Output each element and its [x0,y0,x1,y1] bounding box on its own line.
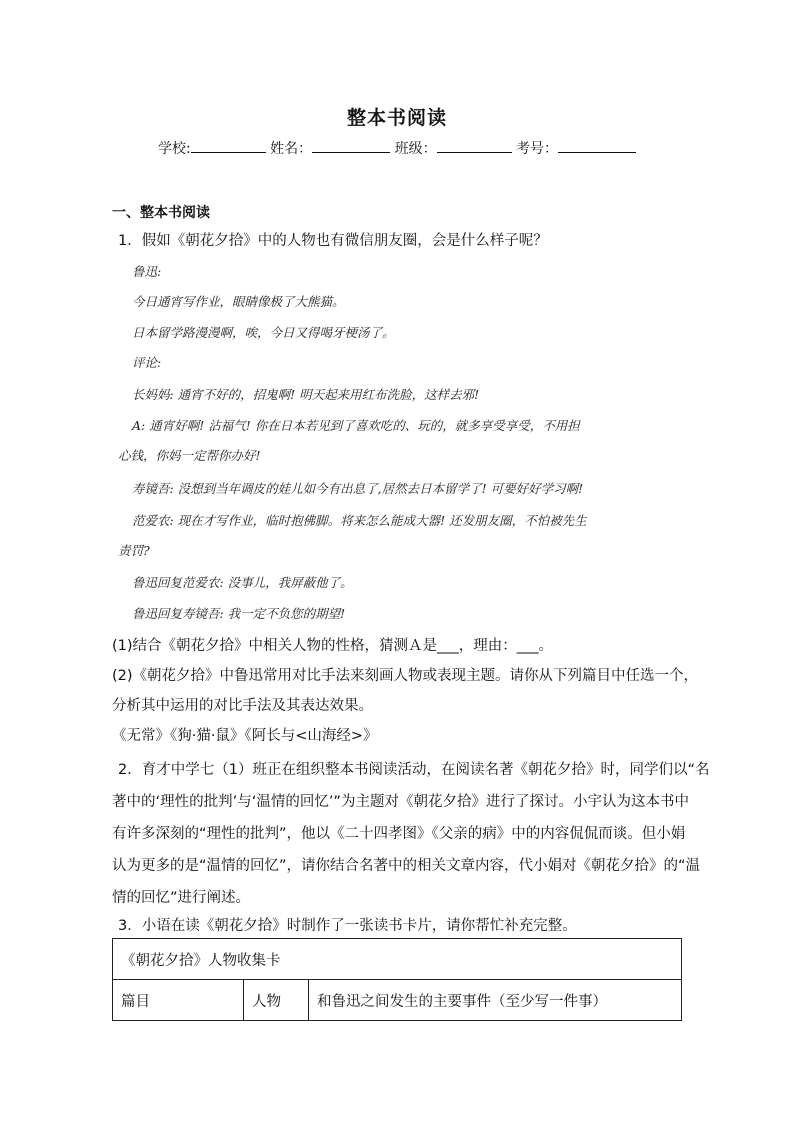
q2-line: 情的回忆”进行阐述。 [112,890,251,906]
card-title-row [113,939,682,980]
page-title: 整本书阅读 [346,107,447,129]
header-events: 和鲁迅之间发生的主要事件（至少写一件事） [309,980,682,1021]
post-line: 鲁迅回复寿镜吾: 我一定不负您的期望! [132,606,346,621]
q1-sub1: (1)结合《朝花夕拾》中相关人物的性格，猜测Ａ是___，理由：___。 [112,638,554,654]
header-person: 人物 [244,980,309,1021]
post-line: 范爱农: 现在才写作业，临时抱佛脚。将来怎么能成大器! 还发朋友圈，不怕被先生 [132,513,587,528]
post-line: 寿镜吾: 没想到当年调皮的娃儿如今有出息了,居然去日本留学了! 可要好好学习啊! [132,481,584,496]
q3-stem: 3．小语在读《朝花夕拾》时制作了一张读书卡片，请你帮忙补充完整。 [118,918,577,934]
post-line: 长妈妈: 通宵不好的，招鬼啊! 明天起来用红布洗脸，这样去邪! [132,387,480,402]
number-label: 考号： [516,141,559,157]
section-heading: 一、整本书阅读 [112,205,210,221]
q1-stem: 1．假如《朝花夕拾》中的人物也有微信朋友圈，会是什么样子呢？ [118,233,548,249]
number-blank[interactable] [558,138,636,153]
post-line: 日本留学路漫漫啊，唉，今日又得喝牙梗汤了。 [132,325,395,340]
school-label: 学校: [157,141,191,157]
q1-options: 《无常》《狗·猫·鼠》《阿长与<山海经>》 [112,728,378,744]
student-info-line [0,138,794,158]
post-line: 鲁迅: [132,264,162,279]
school-blank[interactable] [191,138,266,153]
q2-line: 著中的‘理性的批判’与‘温情的回忆’”为主题对《朝花夕拾》进行了探讨。小宇认为这本书中 [112,794,689,810]
post-line: 责罚? [118,543,150,558]
reading-card-table [112,938,682,1021]
name-blank[interactable] [312,138,390,153]
post-line: 心钱，你妈一定帮你办好! [118,448,261,463]
q2-line: 2．育才中学七（1）班正在组织整本书阅读活动，在阅读名著《朝花夕拾》时，同学们以“名 [118,762,710,778]
class-label: 班级： [394,141,437,157]
q2-line: 认为更多的是“温情的回忆”，请你结合名著中的相关文章内容，代小娟对《朝花夕拾》的“温 [112,858,701,874]
header-chapter: 篇目 [113,980,244,1021]
post-line: 今日通宵写作业，眼睛像极了大熊猫。 [132,294,345,309]
card-header-row [113,980,682,1021]
class-blank[interactable] [437,138,512,153]
post-line: 鲁迅回复范爱农: 没事儿，我屏蔽他了。 [132,575,353,590]
post-line: A: 通宵好啊! 沾福气! 你在日本若见到了喜欢吃的、玩的，就多享受享受，不用担 [132,418,580,433]
card-title: 《朝花夕拾》人物收集卡 [113,939,682,980]
q2-line: 有许多深刻的“理性的批判”，他以《二十四孝图》《父亲的病》中的内容侃侃而谈。但小娟 [112,826,686,842]
name-label: 姓名： [270,141,313,157]
q1-sub2-cont: 分析其中运用的对比手法及其表达效果。 [112,698,373,714]
post-line: 评论: [132,355,162,370]
q1-sub2: (2)《朝花夕拾》中鲁迅常用对比手法来刻画人物或表现主题。请你从下列篇目中任选一个， [112,668,699,684]
